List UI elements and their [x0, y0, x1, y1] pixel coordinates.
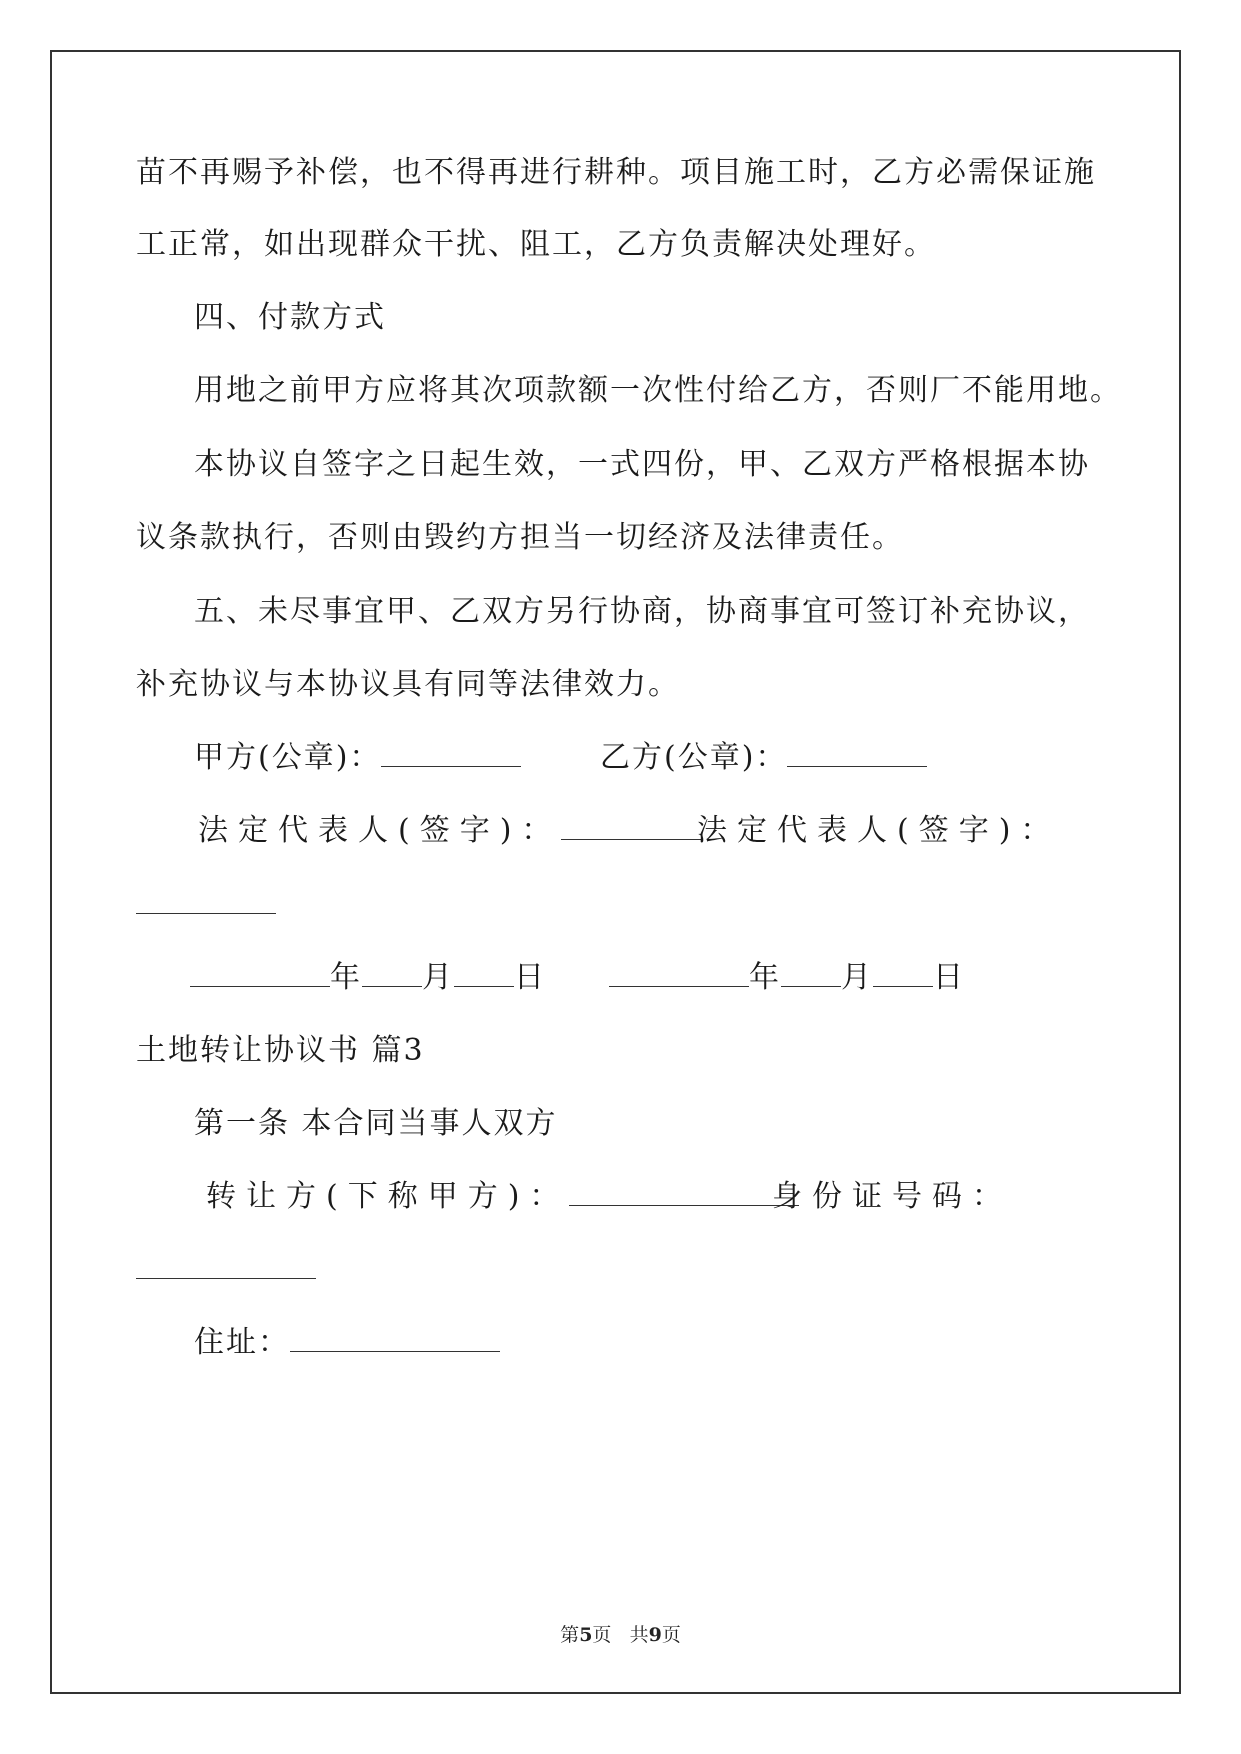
section-heading: 四、付款方式	[194, 300, 386, 335]
party-b-seal-blank	[787, 740, 927, 767]
party-b-seal-row	[600, 738, 927, 778]
rep-a-label: 法定代表人(签字)：	[198, 813, 562, 848]
rep-a-blank	[561, 813, 701, 840]
address-blank	[290, 1325, 500, 1352]
address-row	[194, 1323, 500, 1363]
date-row-b	[609, 958, 965, 998]
day-label: 日	[933, 960, 965, 995]
rep-b-blank	[136, 887, 276, 914]
party-a-seal-blank	[381, 740, 521, 767]
rep-b-blank-row	[136, 885, 276, 925]
section-heading: 五、未尽事宜甲、乙双方另行协商，协商事宜可签订补充协议，	[194, 594, 1090, 629]
page-total: 9	[648, 1624, 662, 1646]
party-a-seal-row	[194, 738, 521, 778]
date-row-a	[190, 958, 546, 998]
paragraph-line: 议条款执行，否则由毁约方担当一切经济及法律责任。	[136, 520, 904, 555]
section-title: 土地转让协议书 篇3	[136, 1033, 425, 1068]
rep-b-row	[697, 811, 1060, 851]
day-blank	[454, 960, 514, 987]
page-current: 5	[579, 1624, 593, 1646]
page-prefix: 第	[560, 1624, 580, 1646]
month-blank	[781, 960, 841, 987]
month-blank	[362, 960, 422, 987]
year-label: 年	[749, 960, 781, 995]
article-heading: 第一条 本合同当事人双方	[194, 1106, 558, 1141]
rep-b-label: 法定代表人(签字)：	[697, 813, 1061, 848]
month-label: 月	[422, 960, 454, 995]
id-blank-row	[136, 1250, 316, 1290]
year-label: 年	[330, 960, 362, 995]
paragraph-line: 本协议自签字之日起生效，一式四份，甲、乙双方严格根据本协	[194, 447, 1090, 482]
party-a-seal-label: 甲方(公章)：	[194, 740, 382, 775]
address-label: 住址：	[194, 1325, 290, 1360]
transferor-blank	[569, 1179, 799, 1206]
paragraph-line: 用地之前甲方应将其次项款额一次性付给乙方，否则厂不能用地。	[194, 373, 1122, 408]
total-suffix: 页	[661, 1624, 681, 1646]
year-blank	[609, 960, 749, 987]
id-row	[772, 1177, 1012, 1217]
year-blank	[190, 960, 330, 987]
party-b-seal-label: 乙方(公章)：	[600, 740, 788, 775]
page-footer	[0, 1620, 1241, 1647]
transferor-label: 转让方(下称甲方)：	[206, 1179, 570, 1214]
rep-a-row	[198, 811, 701, 851]
id-blank	[136, 1252, 316, 1279]
paragraph-line: 补充协议与本协议具有同等法律效力。	[136, 667, 680, 702]
month-label: 月	[841, 960, 873, 995]
id-label: 身份证号码：	[772, 1179, 1012, 1214]
day-label: 日	[514, 960, 546, 995]
total-prefix: 共	[629, 1624, 649, 1646]
page-border	[50, 50, 1181, 1694]
paragraph-line: 苗不再赐予补偿，也不得再进行耕种。项目施工时，乙方必需保证施	[136, 155, 1096, 190]
page-suffix: 页	[592, 1624, 612, 1646]
paragraph-line: 工正常，如出现群众干扰、阻工，乙方负责解决处理好。	[136, 227, 936, 262]
transferor-row	[206, 1177, 799, 1217]
day-blank	[873, 960, 933, 987]
